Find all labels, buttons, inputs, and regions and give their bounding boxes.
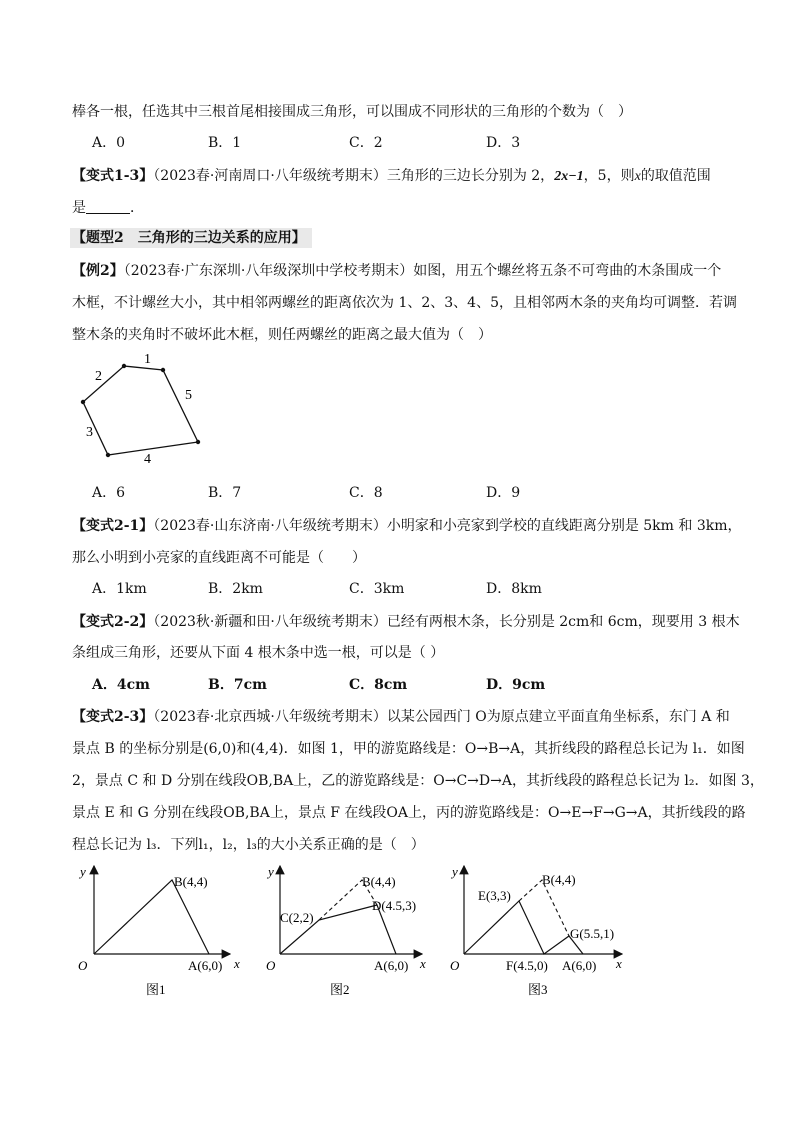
side-label-2: 2 [95, 369, 102, 384]
q1-option-b: B．1 [208, 135, 242, 151]
g1-label-a: A(6,0) [188, 958, 223, 973]
v21-line1-text: （2023春·山东济南·八年级统考期末）小明家和小亮家到学校的直线距离分别是 5km 和 3km， [153, 518, 742, 534]
g3-origin: O [450, 958, 460, 973]
ex2-option-c: C．8 [349, 485, 383, 501]
v13-expr: 2x−1 [554, 169, 584, 184]
v23-line2: 景点 B 的坐标分别是(6,0)和(4,4)．如图 1，甲的游览路线是：O→B→A，其折线段的路程总长记为 l₁．如图 [72, 741, 745, 757]
v22-option-a: A．4cm [92, 677, 150, 693]
graph-2 [262, 858, 442, 998]
v23-line5: 程总长记为 l₃．下列l₁，l₂，l₃的大小关系正确的是（ ） [72, 837, 425, 853]
v22-option-b: B．7cm [208, 677, 267, 693]
v13-line2 [72, 199, 144, 217]
v13-source: （2023春·河南周口·八年级统考期末） [153, 168, 387, 184]
ex2-option-d: D．9 [486, 485, 521, 501]
g3-label-a: A(6,0) [562, 958, 597, 973]
g1-caption: 图1 [146, 982, 166, 997]
side-label-1: 1 [144, 352, 151, 367]
v23-line1 [72, 708, 730, 726]
g3-axis-y: y [452, 864, 458, 879]
v21-line2: 那么小明到小亮家的直线距离不可能是（ ） [72, 550, 366, 566]
v13-line2-suffix: ． [130, 200, 144, 216]
v23-line4: 景点 E 和 G 分别在线段OB,BA上，景点 F 在线段OA上，丙的游览路线是：O→E→F→G→A，其折线段的路 [72, 805, 746, 821]
q1-option-c: C．2 [349, 135, 383, 151]
v13-var: x [634, 169, 641, 184]
v22-option-d: D．9cm [486, 677, 546, 693]
section-title: 【题型2 三角形的三边关系的应用】 [72, 230, 306, 246]
g1-axis-y: y [80, 864, 86, 879]
g3-label-f: F(4.5,0) [506, 958, 548, 973]
g2-axis-y: y [268, 864, 274, 879]
pentagon-figure [70, 345, 220, 465]
g2-label-c: C(2,2) [280, 910, 314, 925]
top-line: 棒各一根，任选其中三根首尾相接围成三角形，可以围成不同形状的三角形的个数为（ ） [72, 104, 632, 120]
side-label-4: 4 [144, 452, 151, 465]
g3-axis-x: x [616, 956, 622, 971]
ex2-option-a: A．6 [92, 485, 126, 501]
v21-option-a: A．1km [92, 581, 147, 597]
ex2-line2: 木框，不计螺丝大小，其中相邻两螺丝的距离依次为 1、2、3、4、5，且相邻两木条的夹角均可调整．若调 [72, 295, 737, 311]
v13-line2-prefix: 是 [72, 200, 86, 216]
g3-label-g: G(5.5,1) [570, 926, 615, 941]
v21-option-c: C．3km [349, 581, 405, 597]
v22-tag: 【变式2-2】 [72, 614, 154, 630]
v13-tag: 【变式1-3】 [72, 168, 154, 184]
v13-text-c: 的取值范围 [640, 168, 711, 184]
ex2-line1-text: （2023春·广东深圳·八年级深圳中学校考期末）如图，用五个螺丝将五条不可弯曲的木条围成一个 [123, 263, 722, 279]
g1-origin: O [78, 958, 88, 973]
ex2-line1 [72, 262, 721, 280]
v23-tag: 【变式2-3】 [72, 709, 154, 725]
g3-label-b: B(4,4) [542, 872, 576, 887]
g3-caption: 图3 [528, 982, 548, 997]
v21-option-d: D．8km [486, 581, 542, 597]
v13-text-b: ，5，则 [583, 168, 635, 184]
g2-label-a: A(6,0) [374, 958, 409, 973]
graph-3 [444, 858, 634, 998]
q1-option-a: A．0 [92, 135, 126, 151]
graph-1 [70, 858, 250, 998]
v23-line1-text: （2023春·北京西城·八年级统考期末）以某公园西门 O为原点建立平面直角坐标系，东门 A 和 [153, 709, 730, 725]
v22-line2: 条组成三角形，还要从下面 4 根木条中选一根，可以是（ ） [72, 645, 445, 661]
ex2-line3: 整木条的夹角时不破坏此木框，则任两螺丝的距离之最大值为（ ） [72, 327, 492, 343]
side-label-5: 5 [185, 388, 192, 403]
g2-label-d: D(4.5,3) [372, 898, 417, 913]
v22-line1-text: （2023秋·新疆和田·八年级统考期末）已经有两根木条，长分别是 2cm和 6cm，现要用 3 根木 [153, 614, 740, 630]
g2-origin: O [266, 958, 276, 973]
v13-line1 [72, 167, 711, 186]
v21-line1 [72, 517, 742, 535]
q1-option-d: D．3 [486, 135, 521, 151]
v22-line1 [72, 613, 740, 631]
g1-axis-x: x [234, 956, 240, 971]
ex2-option-b: B．7 [208, 485, 242, 501]
v21-tag: 【变式2-1】 [72, 518, 154, 534]
v23-line3: 2，景点 C 和 D 分别在线段OB,BA上，乙的游览路线是：O→C→D→A，其折线段的路程总长记为 l₂．如图 3， [72, 773, 764, 789]
v22-option-c: C．8cm [349, 677, 408, 693]
g2-caption: 图2 [330, 982, 350, 997]
v21-option-b: B．2km [208, 581, 263, 597]
g3-label-e: E(3,3) [478, 888, 511, 903]
g2-label-b: B(4,4) [362, 874, 396, 889]
answer-blank[interactable] [86, 201, 130, 214]
g1-label-b: B(4,4) [174, 874, 208, 889]
side-label-3: 3 [86, 425, 93, 440]
ex2-tag: 【例2】 [72, 263, 124, 279]
v13-text-a: 三角形的三边长分别为 2， [386, 168, 555, 184]
g2-axis-x: x [420, 956, 426, 971]
